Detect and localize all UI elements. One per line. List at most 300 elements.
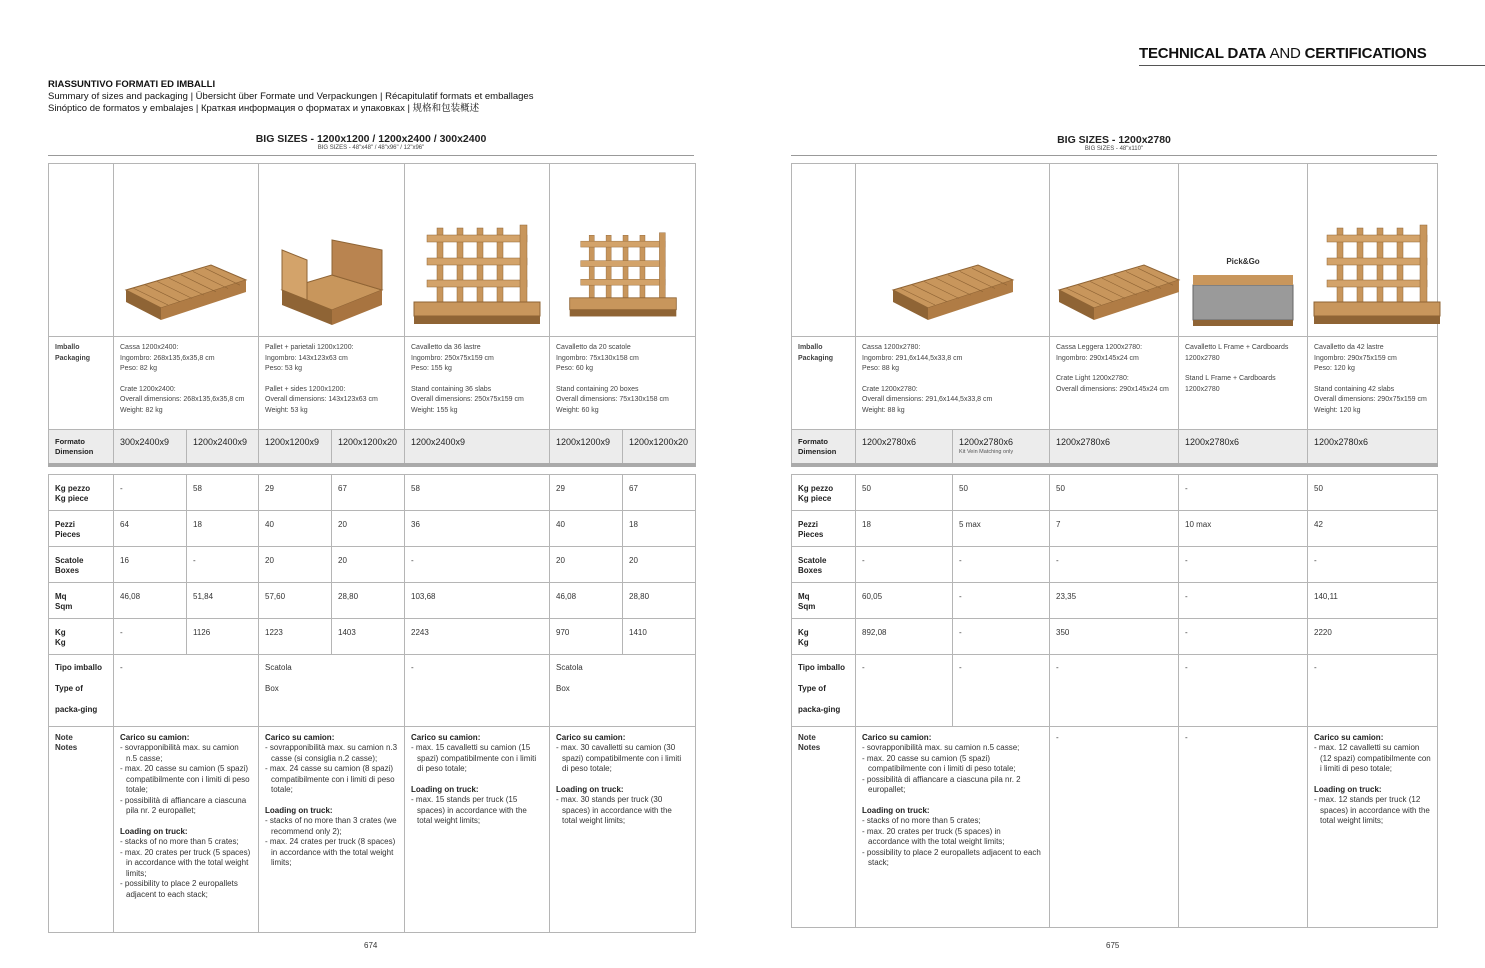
value: 58: [411, 483, 420, 493]
format-label: 1200x1200x9: [265, 437, 320, 447]
value-cell: [332, 510, 405, 546]
spacer: [120, 375, 252, 385]
value-cell: [332, 474, 405, 510]
value: -: [1056, 555, 1059, 565]
row-label: [49, 430, 114, 466]
notes-line: - sovrapponibilità max. su camion n.5 casse;: [120, 743, 239, 763]
row-label: [792, 546, 856, 582]
value: 18: [862, 519, 871, 529]
packaging-line-it: Cavalletto da 42 lastre: [1314, 344, 1384, 351]
value-cell: [623, 474, 696, 510]
value: 1126: [193, 627, 211, 637]
spacer: [411, 775, 543, 785]
spacer: [49, 465, 696, 474]
value: 46,08: [556, 591, 577, 601]
data-row: [49, 618, 696, 654]
row-label-it: Scatole: [55, 555, 84, 565]
value: 57,60: [265, 591, 286, 601]
value-cell: [187, 510, 259, 546]
row-label-en: Kg piece: [798, 493, 832, 503]
packaging-cell: [405, 337, 550, 430]
spacer: [862, 796, 1043, 806]
notes-line: - max. 24 crates per truck (8 spaces) in accordance with the total weight limits;: [265, 837, 396, 867]
product-image-cell: [259, 164, 405, 337]
format-cell: [550, 430, 623, 466]
notes-line: - sovrapponibilità max. su camion n.3 casse (si consiglia n.2 casse);: [265, 743, 398, 763]
intro-line: Sinóptico de formatos y embalajes | Краткая информация о форматах и упаковках | 规格和包装概述: [48, 103, 480, 114]
packaging-line-en: Weight: 82 kg: [120, 406, 163, 414]
value-cell: [1050, 618, 1179, 654]
value: 36: [411, 519, 420, 529]
crate-light-image: [1054, 325, 1184, 332]
data-row: [49, 474, 696, 510]
value-cell: [623, 546, 696, 582]
packaging-line-it: Ingombro: 290x75x159 cm: [1314, 354, 1397, 362]
page-number: 674: [364, 941, 378, 950]
notes-title-en: Loading on truck:: [411, 784, 479, 794]
value-cell: [1308, 510, 1438, 546]
value-cell: [114, 582, 187, 618]
value-cell: [405, 510, 550, 546]
value: 29: [265, 483, 274, 493]
header-rule: [1139, 65, 1485, 66]
packaging-line-en: Crate 1200x2400:: [120, 385, 176, 393]
notes-line: - possibility to place 2 europallets adjacent to each stack;: [862, 847, 1041, 867]
value: 67: [629, 483, 638, 493]
packaging-line-en: Overall dimensions: 75x130x158 cm: [556, 396, 669, 403]
value: 50: [959, 483, 968, 493]
packaging-type-cell: [953, 654, 1050, 726]
value-cell: [187, 546, 259, 582]
value-cell: [1308, 474, 1438, 510]
packaging-cell: [1308, 337, 1438, 430]
packaging-line-en: Stand containing 42 slabs: [1314, 385, 1395, 393]
notes-line: - max. 30 cavalletti su camion (30 spazi) compatibilmente con i limiti di peso totale;: [556, 743, 682, 773]
section-subtitle: BIG SIZES - 48"x110": [1084, 146, 1144, 152]
value-cell: [405, 546, 550, 582]
value: -: [1185, 483, 1188, 493]
spacer: [120, 817, 252, 827]
value-cell: [856, 510, 953, 546]
value: 1410: [629, 627, 647, 637]
row-label: [792, 582, 856, 618]
packaging-type-cell: [856, 654, 953, 726]
value-cell: [259, 618, 332, 654]
row-label-en: Kg: [798, 637, 809, 647]
row-label: [49, 546, 114, 582]
format-label: 1200x2780x6: [1314, 437, 1369, 447]
product-image-cell: [114, 164, 259, 337]
packaging-type-cell: [405, 654, 550, 726]
value-cell: [1179, 546, 1308, 582]
value-cell: [856, 618, 953, 654]
format-label: 1200x2400x9: [193, 437, 248, 447]
format-label: 1200x2780x6: [862, 437, 917, 447]
packaging-line-it: Ingombro: 268x135,6x35,8 cm: [120, 354, 215, 362]
value-cell: [1050, 510, 1179, 546]
notes-title-en: Loading on truck:: [556, 784, 624, 794]
row-label: [792, 430, 856, 466]
value-cell: [332, 546, 405, 582]
notes-cell: [856, 726, 1050, 927]
data-row: [49, 582, 696, 618]
value-cell: [187, 474, 259, 510]
value-cell: [953, 474, 1050, 510]
value: 970: [556, 627, 570, 637]
format-cell: [953, 430, 1050, 466]
value: 18: [629, 519, 638, 529]
pallet-sides-image: [272, 325, 392, 332]
value: -: [862, 555, 865, 565]
packaging-line-it: Ingombro: 143x123x63 cm: [265, 354, 348, 362]
section-rule: [791, 155, 1437, 156]
format-label: 1200x2780x6: [1185, 437, 1240, 447]
value-cell: [114, 546, 187, 582]
format-cell: [114, 430, 187, 466]
row-label: [792, 618, 856, 654]
spacer: [556, 375, 689, 385]
empty-cell: [792, 164, 856, 337]
packaging-line-it: Ingombro: 290x145x24 cm: [1056, 354, 1139, 362]
row-label: [792, 474, 856, 510]
packaging-line-en: Overall dimensions: 290x145x24 cm: [1056, 385, 1169, 393]
packaging-line-en: Overall dimensions: 143x123x63 cm: [265, 396, 378, 403]
packaging-type-row: [792, 654, 1438, 726]
packaging-line-it: Peso: 155 kg: [411, 365, 452, 372]
packaging-line-it: Cavalletto da 36 lastre: [411, 344, 481, 351]
value: -: [1314, 555, 1317, 565]
notes-line: - sovrapponibilità max. su camion n.5 casse;: [862, 743, 1020, 752]
row-label: [49, 654, 114, 726]
row-label-en: Packaging: [55, 354, 91, 362]
value-cell: [550, 618, 623, 654]
row-label: [49, 582, 114, 618]
format-row: [792, 430, 1438, 466]
row-label-it: Kg pezzo: [798, 483, 834, 493]
left-table: [48, 163, 696, 933]
notes-row: [792, 726, 1438, 927]
value-cell: [405, 474, 550, 510]
packaging-type: -: [959, 662, 962, 672]
packaging-line-it: Ingombro: 291,6x144,5x33,8 cm: [862, 354, 963, 362]
notes-line: - max. 30 stands per truck (30 spaces) in accordance with the total weight limits;: [556, 795, 672, 825]
row-label: [49, 510, 114, 546]
packaging-line-en: Stand L Frame + Cardboards: [1185, 375, 1276, 382]
value: 2220: [1314, 627, 1332, 637]
packaging-type: -: [411, 662, 414, 672]
value: 10 max: [1185, 519, 1212, 529]
notes-line: - max. 20 casse su camion (5 spazi) compatibilmente con i limiti di peso totale;: [120, 764, 250, 794]
spacer-row: [792, 465, 1438, 474]
value: -: [1185, 591, 1188, 601]
packaging-cell: [1179, 337, 1308, 430]
packaging-line-it: 1200x2780: [1185, 354, 1220, 362]
value-cell: [550, 546, 623, 582]
value: 64: [120, 519, 129, 529]
format-label: 1200x1200x9: [556, 437, 611, 447]
value: 7: [1056, 519, 1061, 529]
spacer-row: [49, 465, 696, 474]
packaging-type: Scatola: [556, 662, 583, 672]
notes-empty: -: [1056, 732, 1059, 742]
packaging-type: -: [1314, 662, 1317, 672]
row-label-it: Kg pezzo: [55, 483, 91, 493]
format-cell: [1179, 430, 1308, 466]
intro-line: Summary of sizes and packaging | Übersicht über Formate und Verpackungen | Récapitulatif formats et emballages: [48, 91, 534, 102]
product-image-cell: [1308, 164, 1438, 337]
packaging-line-en: Overall dimensions: 290x75x159 cm: [1314, 396, 1427, 403]
notes-cell: [259, 726, 405, 932]
packaging-line-en: Stand containing 36 slabs: [411, 385, 492, 393]
value: 40: [556, 519, 565, 529]
packaging-line-en: Weight: 60 kg: [556, 406, 599, 414]
packaging-type: Box: [265, 683, 279, 693]
value-cell: [550, 582, 623, 618]
value: -: [193, 555, 196, 565]
right-table: [791, 163, 1438, 928]
format-cell: [623, 430, 696, 466]
row-label: [49, 618, 114, 654]
row-label-it: Scatole: [798, 555, 827, 565]
packaging-line-en: Overall dimensions: 291,6x144,5x33,8 cm: [862, 396, 993, 403]
row-label-en: Pieces: [798, 529, 824, 539]
notes-cell: [550, 726, 696, 932]
row-label-it: Pezzi: [55, 519, 76, 529]
intro-heading: RIASSUNTIVO FORMATI ED IMBALLI: [48, 79, 216, 90]
product-image-cell: [405, 164, 550, 337]
notes-line: - possibilità di affiancare a ciascuna pila nr. 2 europallet;: [862, 774, 1021, 794]
spacer: [411, 375, 543, 385]
notes-line: - max. 20 crates per truck (5 spaces) in accordance with the total weight limits;: [862, 826, 1005, 846]
packaging-cell: [114, 337, 259, 430]
data-row: [792, 618, 1438, 654]
spacer: [265, 796, 398, 806]
notes-title-it: Carico su camion:: [120, 732, 190, 742]
value: -: [959, 591, 962, 601]
row-label-en: Kg: [55, 637, 66, 647]
product-image-label: Pick&Go: [1226, 257, 1260, 266]
row-label: [49, 337, 114, 430]
format-label: 1200x2780x6: [959, 437, 1014, 447]
value-cell: [623, 582, 696, 618]
value: 58: [193, 483, 202, 493]
row-label: [792, 726, 856, 927]
format-label: 1200x1200x20: [338, 437, 398, 447]
title-part: AND: [1269, 45, 1301, 62]
value-cell: [114, 510, 187, 546]
notes-cell: [1308, 726, 1438, 927]
value-cell: [405, 582, 550, 618]
value: 40: [265, 519, 274, 529]
packaging-line-en: 1200x2780: [1185, 385, 1220, 393]
notes-title-it: Carico su camion:: [411, 732, 481, 742]
packaging-line-en: Weight: 88 kg: [862, 406, 905, 414]
packaging-type-cell: [550, 654, 696, 726]
spacer: [1314, 775, 1431, 785]
notes-line: - max. 15 stands per truck (15 spaces) in accordance with the total weight limits;: [411, 795, 527, 825]
value: 892,08: [862, 627, 887, 637]
value: 29: [556, 483, 565, 493]
value: 50: [862, 483, 871, 493]
packaging-line-it: Ingombro: 75x130x158 cm: [556, 354, 639, 362]
row-label-en: Notes: [798, 743, 821, 752]
format-label: 1200x2780x6: [1056, 437, 1111, 447]
notes-line: - max. 12 stands per truck (12 spaces) in accordance with the total weight limits;: [1314, 795, 1430, 825]
packaging-line-it: Peso: 60 kg: [556, 365, 593, 372]
notes-title-en: Loading on truck:: [862, 805, 930, 815]
page-header-title: [1139, 45, 1427, 62]
data-row: [792, 582, 1438, 618]
notes-cell: [405, 726, 550, 932]
packaging-line-en: Stand containing 20 boxes: [556, 385, 639, 393]
row-label-it: Tipo imballo: [798, 662, 845, 672]
value: 16: [120, 555, 129, 565]
value: 46,08: [120, 591, 141, 601]
value: 20: [629, 555, 638, 565]
packaging-line-it: Peso: 82 kg: [120, 365, 157, 372]
row-label-en: Pieces: [55, 529, 81, 539]
packaging-type-cell: [1050, 654, 1179, 726]
format-cell: [405, 430, 550, 466]
packaging-type-cell: [1308, 654, 1438, 726]
stand-small-image: [568, 325, 678, 332]
packaging-row: [49, 337, 696, 430]
value: -: [120, 483, 123, 493]
value-cell: [114, 474, 187, 510]
value: 42: [1314, 519, 1323, 529]
row-label-it: Tipo imballo: [55, 662, 102, 672]
row-label: [49, 726, 114, 932]
value: -: [411, 555, 414, 565]
value-cell: [856, 474, 953, 510]
value: 23,35: [1056, 591, 1077, 601]
packaging-type-cell: [114, 654, 259, 726]
format-cell: [1308, 430, 1438, 466]
row-label-it: Note: [798, 732, 816, 742]
spacer: [1314, 375, 1431, 385]
notes-title-it: Carico su camion:: [862, 732, 932, 742]
packaging-cell: [550, 337, 696, 430]
value: -: [120, 627, 123, 637]
value-cell: [259, 546, 332, 582]
value: 50: [1314, 483, 1323, 493]
value: -: [959, 555, 962, 565]
row-label-it: Formato: [55, 437, 85, 446]
notes-line: - stacks of no more than 3 crates (we recommend only 2);: [265, 816, 397, 836]
value-cell: [1308, 618, 1438, 654]
row-label: [49, 474, 114, 510]
row-label-it: Kg: [798, 627, 809, 637]
row-label-en: Sqm: [55, 601, 73, 611]
spacer: [792, 465, 1438, 474]
value: 20: [265, 555, 274, 565]
value: -: [959, 627, 962, 637]
row-label-it: Note: [55, 732, 73, 742]
section-rule: [48, 155, 694, 156]
value-cell: [187, 618, 259, 654]
value-cell: [332, 582, 405, 618]
value: 350: [1056, 627, 1070, 637]
packaging-line-it: Peso: 53 kg: [265, 365, 302, 372]
row-label-it: Mq: [55, 591, 67, 601]
data-row: [792, 474, 1438, 510]
data-row: [49, 510, 696, 546]
notes-title-it: Carico su camion:: [556, 732, 626, 742]
pick-go-image: [1188, 325, 1298, 332]
data-row: [792, 510, 1438, 546]
intro: [48, 79, 533, 115]
product-image-cell: [856, 164, 1050, 337]
packaging-line-it: Peso: 120 kg: [1314, 365, 1355, 372]
value-cell: [856, 546, 953, 582]
value-cell: [550, 474, 623, 510]
spacer: [556, 775, 689, 785]
packaging-type-cell: [259, 654, 405, 726]
packaging-line-it: Ingombro: 250x75x159 cm: [411, 354, 494, 362]
format-row: [49, 430, 696, 466]
notes-title-it: Carico su camion:: [265, 732, 335, 742]
value-cell: [259, 582, 332, 618]
section-heading-right: [791, 134, 1437, 152]
value-cell: [953, 510, 1050, 546]
packaging-line-en: Crate 1200x2780:: [862, 385, 918, 393]
stand-image: [1312, 325, 1442, 332]
value: 140,11: [1314, 591, 1338, 601]
packaging-type: Box: [556, 683, 570, 693]
packaging-cell: [1050, 337, 1179, 430]
notes-title-en: Loading on truck:: [1314, 784, 1382, 794]
value: 5 max: [959, 519, 981, 529]
value-cell: [187, 582, 259, 618]
notes-line: - max. 24 casse su camion (8 spazi) compatibilmente con i limiti di peso totale;: [265, 764, 395, 794]
value-cell: [1179, 582, 1308, 618]
value: 51,84: [193, 591, 214, 601]
notes-line: - max. 12 cavalletti su camion (12 spazi) compatibilmente con i limiti di peso totale;: [1314, 743, 1431, 773]
notes-cell: [1179, 726, 1308, 927]
value: 2243: [411, 627, 429, 637]
value-cell: [623, 618, 696, 654]
packaging-line-it: Cavalletto da 20 scatole: [556, 344, 631, 351]
value-cell: [1179, 510, 1308, 546]
notes-line: - max. 20 casse su camion (5 spazi) compatibilmente con i limiti di peso totale;: [862, 753, 1016, 773]
notes-title-it: Carico su camion:: [1314, 732, 1384, 742]
format-cell: [856, 430, 953, 466]
notes-empty: -: [1185, 732, 1188, 742]
row-label-en: Type of packa-ging: [798, 683, 841, 714]
value-cell: [259, 510, 332, 546]
packaging-type: -: [1185, 662, 1188, 672]
row-label-en: Boxes: [798, 565, 823, 575]
row-label: [792, 510, 856, 546]
value-cell: [1050, 582, 1179, 618]
image-row: [49, 164, 696, 337]
value-cell: [1308, 546, 1438, 582]
packaging-line-en: Pallet + sides 1200x1200:: [265, 385, 346, 393]
value-cell: [623, 510, 696, 546]
packaging-row: [792, 337, 1438, 430]
image-row: [792, 164, 1438, 337]
row-label-en: Type of packa-ging: [55, 683, 98, 714]
crate-image: [121, 325, 251, 332]
notes-line: - stacks of no more than 5 crates;: [120, 837, 239, 846]
value-cell: [114, 618, 187, 654]
spacer: [1056, 364, 1172, 374]
packaging-line-en: Overall dimensions: 250x75x159 cm: [411, 396, 524, 403]
format-label: 300x2400x9: [120, 437, 170, 447]
row-label-en: Kg piece: [55, 493, 89, 503]
row-label-en: Boxes: [55, 565, 80, 575]
value: 20: [338, 555, 347, 565]
